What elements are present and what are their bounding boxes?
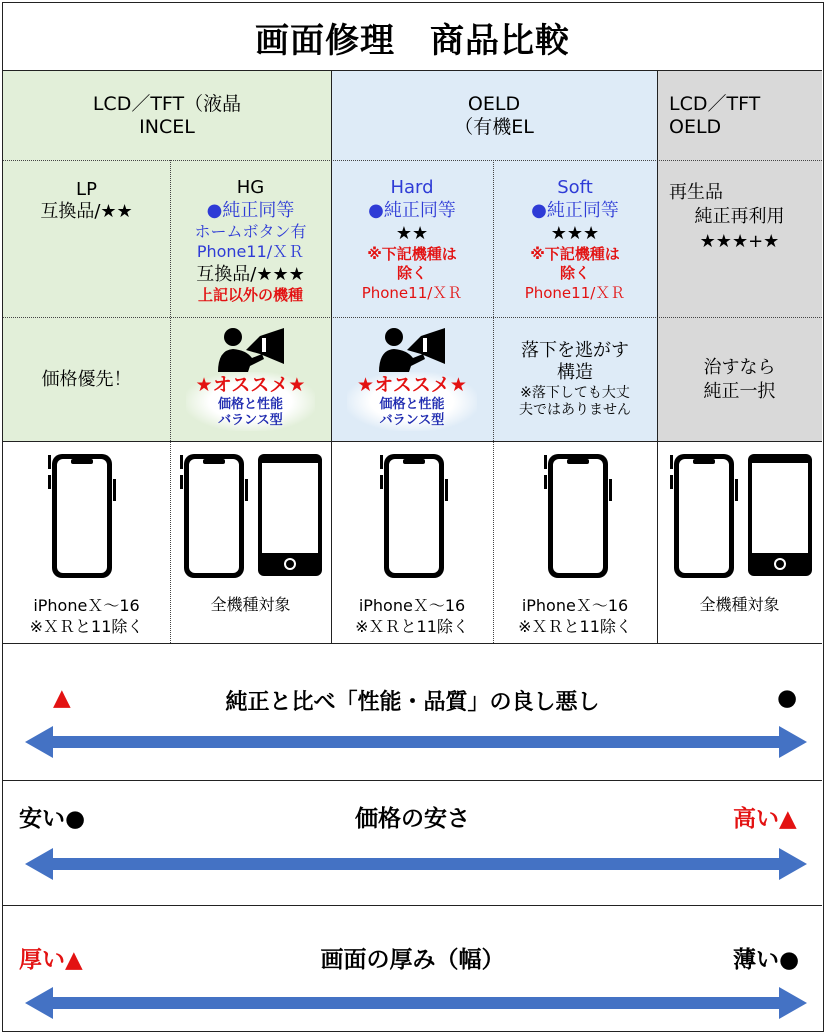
target-note: ※ＸＲと11除く bbox=[355, 617, 469, 636]
divider bbox=[3, 643, 822, 644]
balance-line2: バランス型 bbox=[218, 413, 283, 429]
target-hard bbox=[331, 593, 493, 641]
grade-hg-home: ホームボタン有 bbox=[194, 221, 307, 241]
balance-line2: バランス型 bbox=[379, 413, 445, 429]
speaker-megaphone-icon bbox=[216, 326, 286, 372]
double-arrow-icon bbox=[25, 846, 807, 882]
recommend-badge bbox=[186, 372, 316, 431]
target-note: ※ＸＲと11除く bbox=[29, 617, 144, 636]
feature-soft bbox=[493, 318, 657, 441]
thickness-left-mark: 厚い▲ bbox=[19, 947, 83, 973]
header-lcd bbox=[3, 71, 331, 161]
feature-hg-recommend bbox=[170, 318, 331, 441]
feature-soft-line2: 構造 bbox=[557, 362, 593, 383]
double-arrow-icon bbox=[25, 985, 807, 1021]
target-text: 全機種対象 bbox=[699, 595, 780, 614]
thickness-label: 画面の厚み（幅） bbox=[320, 947, 505, 973]
thickness-right-mark: 薄い● bbox=[733, 947, 800, 973]
target-note: ※ＸＲと11除く bbox=[518, 617, 632, 636]
target-genuine bbox=[657, 593, 822, 641]
grade-hard-models: Phone11/ＸＲ bbox=[361, 283, 463, 302]
header-genuine-line2: OELD bbox=[669, 115, 722, 138]
iphone-notch-icon bbox=[179, 453, 249, 579]
price-label: 価格の安さ bbox=[355, 806, 470, 832]
price-left-mark: 安い● bbox=[19, 806, 86, 832]
grade-hg-models: Phone11/ＸＲ bbox=[196, 242, 305, 262]
grade-hard-stars: ★★ bbox=[395, 223, 429, 245]
comparison-sheet bbox=[2, 2, 824, 1032]
grade-lp-name: LP bbox=[76, 179, 97, 200]
header-lcd-line2: INCEL bbox=[139, 115, 195, 138]
grade-soft-models: Phone11/ＸＲ bbox=[524, 283, 626, 302]
feature-genuine-line2: 純正一択 bbox=[703, 380, 776, 402]
target-text: iPhoneＸ～16 bbox=[521, 596, 629, 616]
iphone-notch-icon bbox=[379, 453, 449, 579]
target-text: iPhoneＸ～16 bbox=[33, 596, 140, 616]
header-genuine bbox=[657, 71, 822, 161]
feature-lp-text: 価格優先！ bbox=[41, 368, 132, 390]
grade-hard-name: Hard bbox=[390, 177, 434, 199]
iphone-home-button-icon bbox=[257, 453, 323, 577]
divider bbox=[3, 905, 822, 906]
grade-reuse-stars: ★★★+★ bbox=[699, 230, 780, 252]
target-hg bbox=[170, 593, 331, 641]
quality-left-mark: ▲ bbox=[53, 685, 71, 711]
target-text: iPhoneＸ～16 bbox=[358, 596, 466, 616]
grade-soft-note1: ※下記機種は bbox=[530, 245, 620, 264]
grade-soft-name: Soft bbox=[557, 177, 593, 199]
header-lcd-line1: LCD／TFT（液晶 bbox=[92, 93, 242, 115]
target-text: 全機種対象 bbox=[210, 595, 291, 614]
grade-hard bbox=[331, 161, 493, 318]
grade-soft-stars: ★★★ bbox=[550, 223, 600, 245]
iphone-home-button-icon bbox=[747, 453, 813, 577]
target-soft bbox=[493, 593, 657, 641]
recommend-label: ★オススメ★ bbox=[357, 374, 467, 396]
page-title: 画面修理 商品比較 bbox=[255, 20, 570, 61]
recommend-label: ★オススメ★ bbox=[195, 374, 306, 396]
feature-soft-line1: 落下を逃がす bbox=[521, 339, 629, 361]
feature-lp bbox=[3, 318, 170, 441]
grade-hg-compat: 互換品/★★★ bbox=[196, 263, 305, 285]
header-oeld-line2: （有機EL bbox=[454, 115, 534, 138]
grade-hg-genuine: ●純正同等 bbox=[206, 199, 295, 221]
grade-soft-genuine: ●純正同等 bbox=[531, 200, 619, 222]
feature-soft-note1: ※落下しても大丈 bbox=[520, 384, 630, 401]
grade-lp bbox=[3, 161, 170, 318]
divider bbox=[3, 441, 822, 442]
iphone-notch-icon bbox=[669, 453, 739, 579]
header-genuine-line1: LCD／TFT bbox=[669, 93, 761, 115]
grade-hard-note2: 除く bbox=[396, 264, 427, 283]
quality-right-mark: ● bbox=[777, 685, 798, 711]
feature-hard-recommend bbox=[331, 318, 493, 441]
speaker-megaphone-icon bbox=[377, 326, 447, 372]
grade-reuse-name: 再生品 bbox=[669, 182, 723, 203]
grade-hg-others: 上記以外の機種 bbox=[197, 285, 303, 304]
quality-label: 純正と比べ「性能・品質」の良し悪し bbox=[225, 690, 600, 715]
header-oeld-line1: OELD bbox=[467, 93, 521, 115]
grade-hg-name: HG bbox=[236, 176, 265, 198]
balance-line1: 価格と性能 bbox=[217, 396, 283, 412]
grade-soft bbox=[493, 161, 657, 318]
feature-genuine-line1: 治すなら bbox=[703, 357, 776, 379]
divider bbox=[3, 780, 822, 781]
grade-lp-desc: 互換品/★★ bbox=[40, 200, 133, 222]
grade-hard-genuine: ●純正同等 bbox=[368, 200, 456, 222]
price-right-mark: 高い▲ bbox=[733, 806, 797, 832]
iphone-notch-icon bbox=[47, 453, 117, 579]
feature-genuine bbox=[657, 318, 822, 441]
iphone-notch-icon bbox=[543, 453, 613, 579]
grade-reuse bbox=[657, 161, 822, 318]
header-oeld bbox=[331, 71, 657, 161]
double-arrow-icon bbox=[25, 724, 807, 760]
grade-hg bbox=[170, 161, 331, 318]
balance-line1: 価格と性能 bbox=[379, 396, 445, 412]
grade-soft-note2: 除く bbox=[559, 264, 590, 283]
grade-reuse-desc: 純正再利用 bbox=[694, 206, 785, 228]
grade-hard-note1: ※下記機種は bbox=[367, 245, 457, 264]
feature-soft-note2: 夫ではありません bbox=[519, 402, 631, 418]
recommend-badge bbox=[347, 372, 477, 431]
target-lp bbox=[3, 593, 170, 641]
